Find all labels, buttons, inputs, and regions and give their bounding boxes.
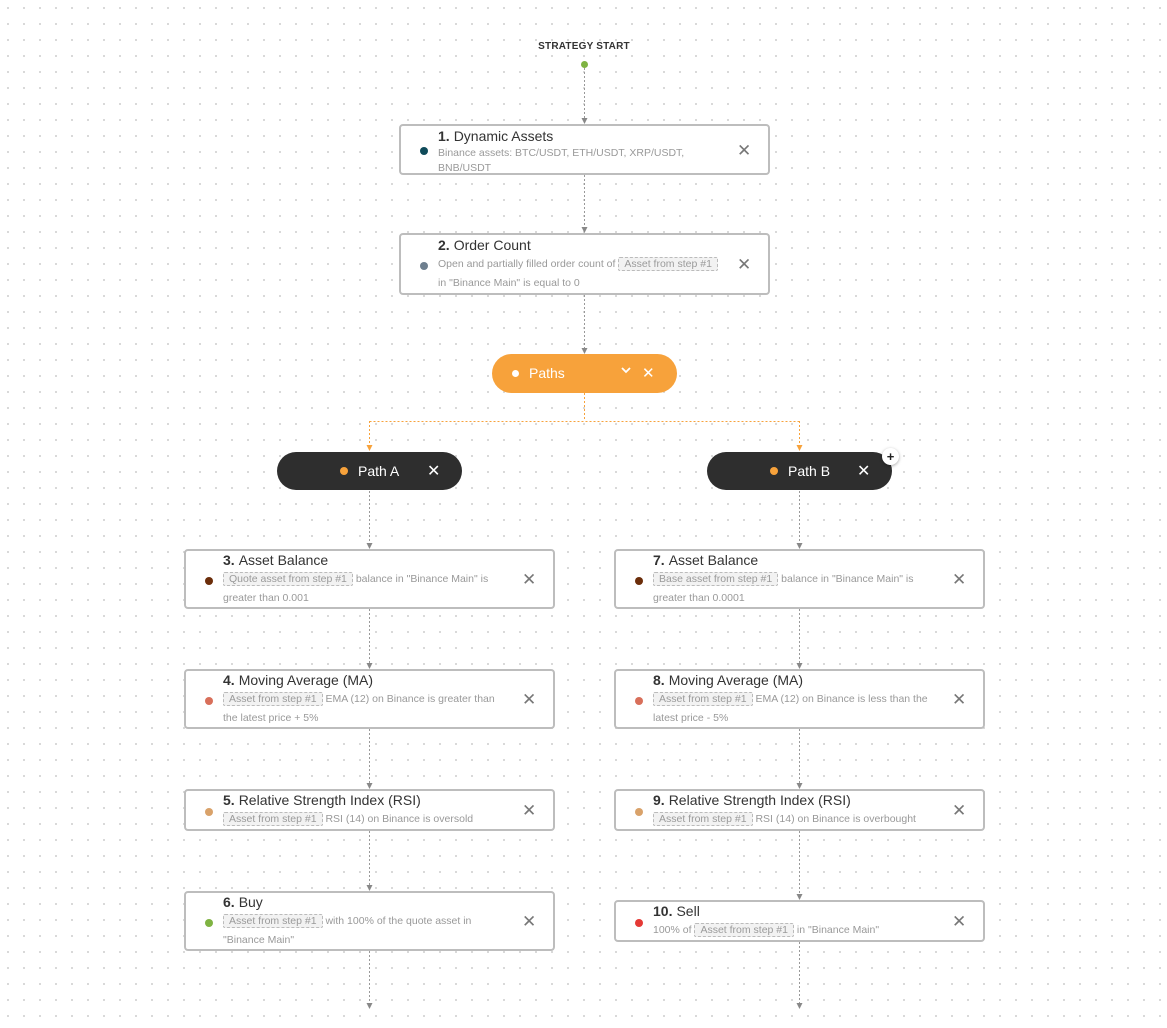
step-card-3[interactable] [184,549,555,609]
step-status-dot [205,919,213,927]
step-card-8[interactable] [614,669,985,729]
step-status-dot [420,262,428,270]
step-card-7[interactable] [614,549,985,609]
path-a-node[interactable] [277,452,462,490]
add-path-plus-icon[interactable]: + [882,448,899,465]
asset-reference-tag[interactable]: Asset from step #1 [618,257,718,271]
step-description: balance in "Binance Main" is greater than 0.001 [223,573,489,604]
remove-path-b-button[interactable]: ✕ [857,463,871,480]
step-status-dot [205,697,213,705]
paths-dot [512,370,519,377]
step-card-6[interactable] [184,891,555,951]
step-number: 4. [223,672,235,688]
step-description: RSI (14) on Binance is oversold [325,813,474,825]
asset-reference-tag[interactable]: Base asset from step #1 [653,572,778,586]
step-number: 2. [438,237,450,253]
remove-step-button[interactable]: ✕ [737,255,752,274]
remove-step-button[interactable]: ✕ [522,912,537,931]
paths-label: Paths [529,365,565,381]
step-title: Moving Average (MA) [668,672,804,688]
step-description: in "Binance Main" [796,924,880,936]
asset-reference-tag[interactable]: Asset from step #1 [223,692,323,706]
asset-reference-tag[interactable]: Asset from step #1 [653,812,753,826]
step-status-dot [635,919,643,927]
step-description: EMA (12) on Binance is less than the latest price - 5% [653,693,928,724]
step-title: Dynamic Assets [453,128,554,144]
step-title: Sell [676,903,700,919]
step-number: 10. [653,903,673,919]
asset-reference-tag[interactable]: Asset from step #1 [653,692,753,706]
asset-reference-tag[interactable]: Quote asset from step #1 [223,572,353,586]
step-status-dot [635,697,643,705]
remove-step-button[interactable]: ✕ [737,141,752,160]
close-icon[interactable]: ✕ [642,365,655,382]
step-number: 8. [653,672,665,688]
step-title: Buy [238,894,263,910]
step-number: 9. [653,792,665,808]
step-card-5[interactable] [184,789,555,831]
path-b-label: Path B [788,463,831,479]
step-description: in "Binance Main" is equal to 0 [438,277,580,289]
asset-reference-tag[interactable]: Asset from step #1 [223,914,323,928]
asset-reference-tag[interactable]: Asset from step #1 [694,923,794,937]
step-title: Moving Average (MA) [238,672,374,688]
remove-path-a-button[interactable]: ✕ [427,463,441,480]
remove-step-button[interactable]: ✕ [952,801,967,820]
step-status-dot [205,808,213,816]
step-status-dot [205,577,213,585]
remove-step-button[interactable]: ✕ [952,570,967,589]
step-number: 1. [438,128,450,144]
remove-step-button[interactable]: ✕ [522,570,537,589]
step-description-prefix: Open and partially filled order count of [438,258,616,270]
step-number: 7. [653,552,665,568]
step-number: 6. [223,894,235,910]
step-card-4[interactable] [184,669,555,729]
step-number: 3. [223,552,235,568]
step-description: balance in "Binance Main" is greater than 0.0001 [653,573,914,604]
strategy-start-dot [581,61,588,68]
step-description: RSI (14) on Binance is overbought [755,813,916,825]
path-dot [770,467,778,475]
step-status-dot [420,147,428,155]
step-description-prefix: 100% of [653,924,692,936]
step-status-dot [635,577,643,585]
path-a-label: Path A [358,463,400,479]
strategy-start-label: STRATEGY START [538,41,630,52]
step-card-1[interactable] [399,124,770,175]
step-status-dot [635,808,643,816]
step-description: EMA (12) on Binance is greater than the latest price + 5% [223,693,495,724]
step-number: 5. [223,792,235,808]
asset-reference-tag[interactable]: Asset from step #1 [223,812,323,826]
remove-step-button[interactable]: ✕ [952,912,967,931]
step-card-2[interactable] [399,233,770,295]
step-title: Relative Strength Index (RSI) [238,792,421,808]
remove-step-button[interactable]: ✕ [952,690,967,709]
step-title: Relative Strength Index (RSI) [668,792,851,808]
remove-step-button[interactable]: ✕ [522,801,537,820]
step-description: with 100% of the quote asset in "Binance Main" [223,915,472,946]
chevron-down-icon[interactable] [620,364,632,379]
step-title: Order Count [453,237,531,253]
step-title: Asset Balance [668,552,759,568]
step-description: Binance assets: BTC/USDT, ETH/USDT, XRP/USDT, BNB/USDT [438,147,685,174]
path-b-node[interactable] [707,452,892,490]
step-card-10[interactable] [614,900,985,942]
paths-node[interactable] [492,354,677,393]
path-dot [340,467,348,475]
step-title: Asset Balance [238,552,329,568]
remove-step-button[interactable]: ✕ [522,690,537,709]
step-card-9[interactable] [614,789,985,831]
